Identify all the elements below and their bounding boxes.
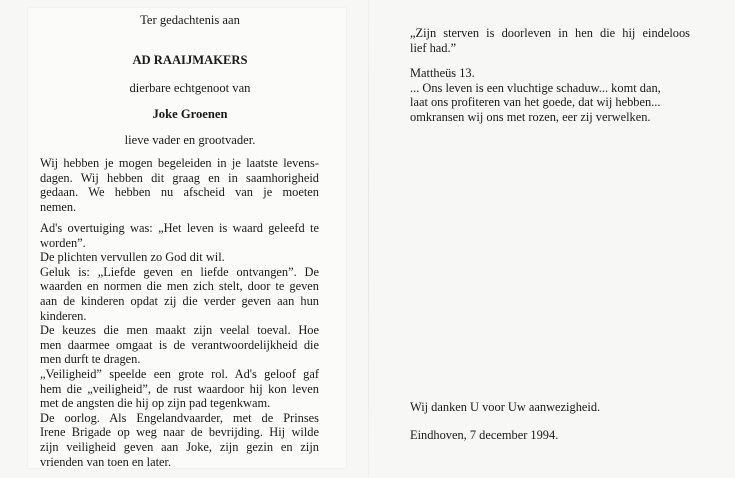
paragraph-conviction	[40, 221, 319, 469]
verse-line: ... Ons leven is een vluchtige schaduw... komt dan,	[410, 80, 661, 95]
text-line: De oorlog. Als Engelandvaarder, met de Prinses	[40, 410, 319, 425]
text-line: kinderen.	[40, 308, 87, 323]
card-fold	[368, 0, 369, 478]
text-line: aan de kinderen opdat zij die verder geven aan hun	[40, 293, 319, 308]
text-line: vrienden van toen en later.	[40, 454, 172, 469]
text-line: Irene Brigade op weg naar de bevrijding. Hij wilde	[40, 425, 319, 440]
verse-reference: Mattheüs 13.	[410, 66, 475, 80]
text-line: gedaan. We hebben nu afscheid van je moeten	[40, 185, 319, 200]
verse-block	[410, 66, 690, 124]
text-line: men daarmee omgaat is de verantwoordelijkheid die	[40, 337, 319, 352]
text-line: Geluk is: „Liefde geven en liefde ontvangen”. De	[40, 264, 319, 279]
text-line: De plichten vervullen zo God dit wil.	[40, 250, 225, 265]
deceased-name: AD RAAIJMAKERS	[132, 53, 248, 67]
text-line: „Veiligheid” speelde een grote rol. Ad's geloof gaf	[40, 366, 319, 381]
relation-line: dierbare echtgenoot van	[129, 81, 251, 95]
verse-line: omkransen wij ons met rozen, eer zij verwelken.	[410, 109, 651, 124]
text-line: Ad's overtuiging was: „Het leven is waard geleefd te	[40, 221, 319, 235]
text-line: waarden en normen die men zich stelt, door te geven	[40, 279, 319, 294]
quote	[410, 26, 690, 55]
text-line: met de angsten die hij op zijn pad tegenkwam.	[40, 396, 271, 411]
text-line: Wij hebben je mogen begeleiden in je laatste levens-	[40, 156, 319, 170]
text-line: De keuzes die men maakt zijn veelal toeval. Hoe	[40, 323, 319, 338]
quote-line: lief had.”	[410, 40, 457, 55]
verse-line: laat ons profiteren van het goede, dat wij hebben...	[410, 95, 661, 110]
spouse-name: Joke Groenen	[152, 107, 228, 121]
roles-line: lieve vader en grootvader.	[124, 133, 256, 147]
thanks-line: Wij danken U voor Uw aanwezigheid.	[410, 400, 601, 414]
text-line: men durft te dragen.	[40, 352, 141, 367]
text-line: dagen. Wij hebben dit graag en in saamhorigheid	[40, 170, 319, 185]
place-date: Eindhoven, 7 december 1994.	[410, 428, 559, 442]
text-line: zijn veiligheid geven aan Joke, zijn gezin en zijn	[40, 439, 319, 454]
text-line: worden”.	[40, 235, 86, 250]
heading: Ter gedachtenis aan	[140, 13, 240, 27]
quote-line: „Zijn sterven is doorleven in hen die hij eindeloos	[410, 26, 690, 40]
paragraph-farewell	[40, 156, 319, 214]
text-line: hem die „veiligheid”, de rust waardoor hij kon leven	[40, 381, 319, 396]
text-line: nemen.	[40, 199, 77, 214]
